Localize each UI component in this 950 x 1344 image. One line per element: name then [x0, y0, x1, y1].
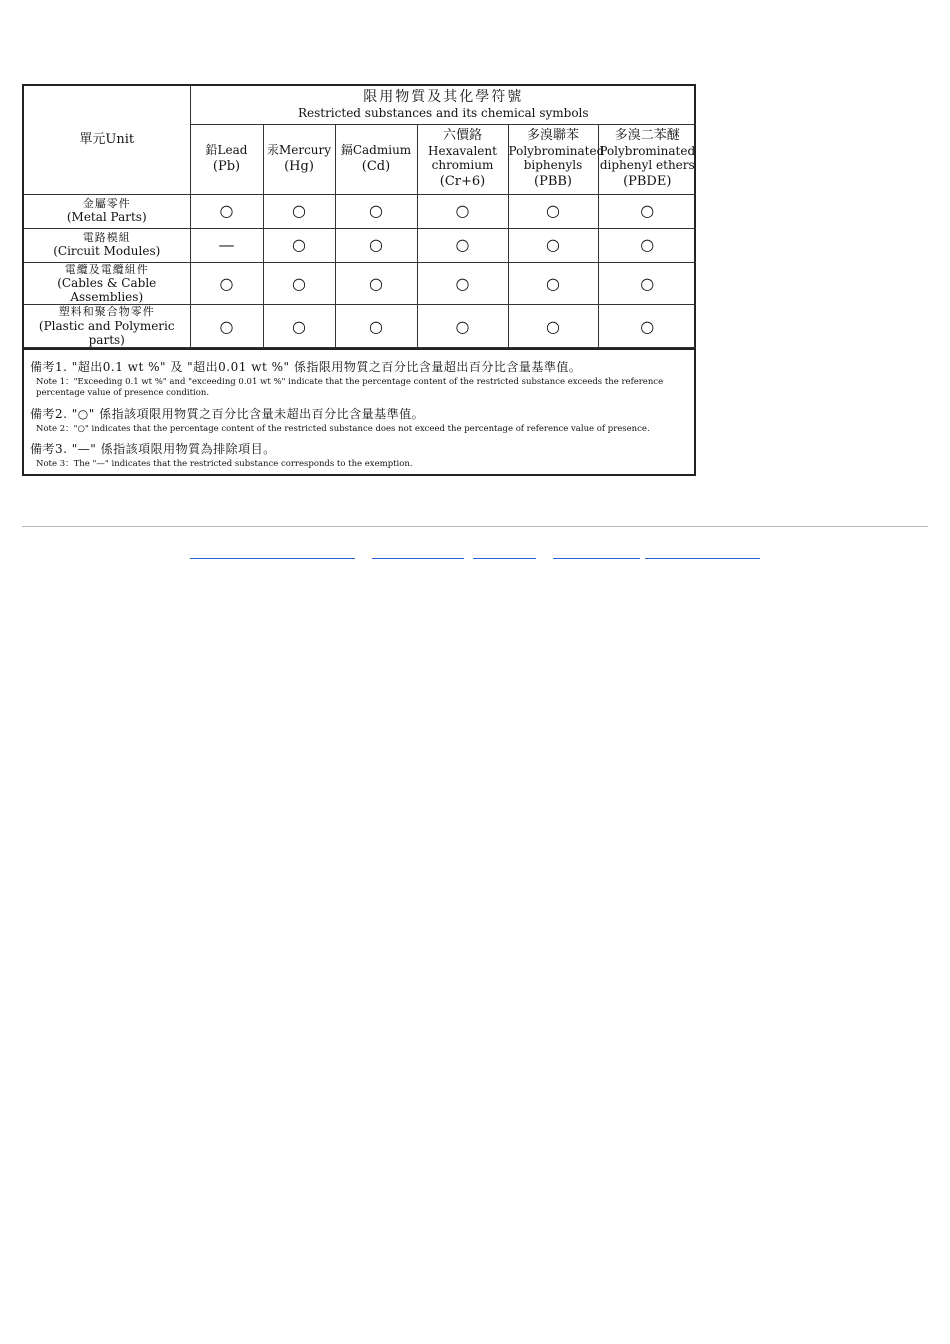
- table-cell: ○: [263, 262, 335, 305]
- column-lead-name: 鉛Lead: [205, 143, 248, 157]
- note-1-zh: 備考1. "超出0.1 wt %" 及 "超出0.01 wt %" 係指限用物質之百分比含量超出百分比含量基準值。: [30, 360, 582, 375]
- table-cell: ○: [335, 194, 417, 228]
- note-2-zh: 備考2. "○" 係指該項限用物質之百分比含量未超出百分比含量基準值。: [30, 406, 425, 421]
- table-row: [24, 194, 696, 228]
- row-label-en: (Plastic and Polymeric parts): [38, 318, 175, 348]
- table-row: [24, 305, 696, 348]
- section-divider: [22, 526, 928, 527]
- column-pbde-symbol: (PBDE): [623, 174, 672, 190]
- table-cell: ○: [263, 228, 335, 262]
- column-lead-symbol: (Pb): [212, 159, 241, 175]
- table-cell: ○: [508, 228, 598, 262]
- column-pbde: [598, 124, 696, 194]
- column-pbb: [508, 124, 605, 194]
- table-cell: ○: [598, 262, 696, 305]
- table-cell: ○: [190, 262, 263, 305]
- table-cell: ○: [335, 305, 417, 348]
- table-cell: ○: [190, 305, 263, 348]
- table-cell: ○: [263, 305, 335, 348]
- nav-link-underline[interactable]: [473, 558, 536, 559]
- row-label-en: (Metal Parts): [66, 210, 147, 225]
- table-row: [24, 262, 696, 305]
- column-pbde-en: Polybrominated diphenyl ethers: [599, 143, 696, 172]
- note-1: [30, 360, 688, 398]
- column-cadmium: [335, 124, 417, 194]
- row-label-en: (Circuit Modules): [53, 244, 161, 259]
- column-mercury: [263, 124, 335, 194]
- note-3-en: Note 3：The "—" indicates that the restricted substance corresponds to the exemption.: [36, 459, 413, 470]
- row-label-circuit-modules: [24, 228, 190, 262]
- rohs-declaration-table: [22, 84, 696, 476]
- table-cell: ○: [417, 305, 508, 348]
- row-label-metal-parts: [24, 194, 190, 228]
- table-cell: ○: [598, 305, 696, 348]
- column-pbb-en: Polybrominated biphenyls: [508, 143, 605, 172]
- column-lead: [190, 124, 263, 194]
- column-pbb-symbol: (PBB): [534, 174, 572, 190]
- notes-section: [24, 348, 694, 478]
- table-cell: —: [190, 228, 263, 262]
- table-cell: ○: [598, 228, 696, 262]
- column-hexavalent-chromium-zh: 六價鉻: [442, 128, 482, 144]
- column-pbb-zh: 多溴聯苯: [526, 128, 579, 144]
- row-label-cables: [24, 262, 190, 305]
- row-label-zh: 金屬零件: [82, 197, 131, 211]
- table-cell: ○: [417, 228, 508, 262]
- table-row: [24, 228, 696, 262]
- column-cadmium-symbol: (Cd): [361, 159, 391, 175]
- note-2-en: Note 2："○" indicates that the percentage content of the restricted substance does not exceed the percentage of reference value of presence.: [36, 423, 650, 434]
- row-label-zh: 塑料和聚合物零件: [58, 305, 155, 319]
- table-cell: ○: [335, 262, 417, 305]
- substances-header: [190, 86, 696, 124]
- nav-link-underline[interactable]: [372, 558, 464, 559]
- restricted-substances-table: [24, 86, 696, 348]
- column-cadmium-name: 鎘Cadmium: [340, 143, 412, 157]
- table-cell: ○: [335, 228, 417, 262]
- column-hexavalent-chromium: [417, 124, 508, 194]
- nav-link-underline[interactable]: [553, 558, 640, 559]
- table-cell: ○: [598, 194, 696, 228]
- note-2: [30, 407, 688, 435]
- note-3: [30, 442, 688, 470]
- substances-header-zh: 限用物質及其化學符號: [363, 89, 524, 106]
- table-cell: ○: [508, 262, 598, 305]
- column-mercury-name: 汞Mercury: [266, 143, 332, 157]
- row-label-en: (Cables & Cable Assemblies): [57, 275, 157, 305]
- table-cell: ○: [263, 194, 335, 228]
- column-pbde-zh: 多溴二苯醚: [614, 128, 680, 144]
- table-cell: ○: [417, 262, 508, 305]
- nav-link-underline[interactable]: [190, 558, 355, 559]
- table-cell: ○: [508, 194, 598, 228]
- table-cell: ○: [508, 305, 598, 348]
- table-cell: ○: [417, 194, 508, 228]
- column-hexavalent-chromium-en: Hexavalent chromium: [428, 143, 497, 172]
- row-label-zh: 電纜及電纜組件: [64, 262, 149, 276]
- row-label-plastic-parts: [24, 305, 190, 348]
- column-mercury-symbol: (Hg): [284, 159, 314, 175]
- note-1-en: Note 1："Exceeding 0.1 wt %" and "exceeding 0.01 wt %" indicate that the percentage content of the restricted substance exceeds the reference percentage value of presence condition.: [36, 377, 664, 399]
- table-cell: ○: [190, 194, 263, 228]
- row-label-zh: 電路模組: [82, 231, 131, 245]
- note-3-zh: 備考3. "—" 係指該項限用物質為排除項目。: [30, 442, 276, 457]
- substances-header-en: Restricted substances and its chemical symbols: [297, 105, 589, 120]
- nav-link-underline[interactable]: [645, 558, 760, 559]
- unit-header: 單元Unit: [24, 86, 190, 194]
- column-hexavalent-chromium-symbol: (Cr+6): [439, 174, 486, 190]
